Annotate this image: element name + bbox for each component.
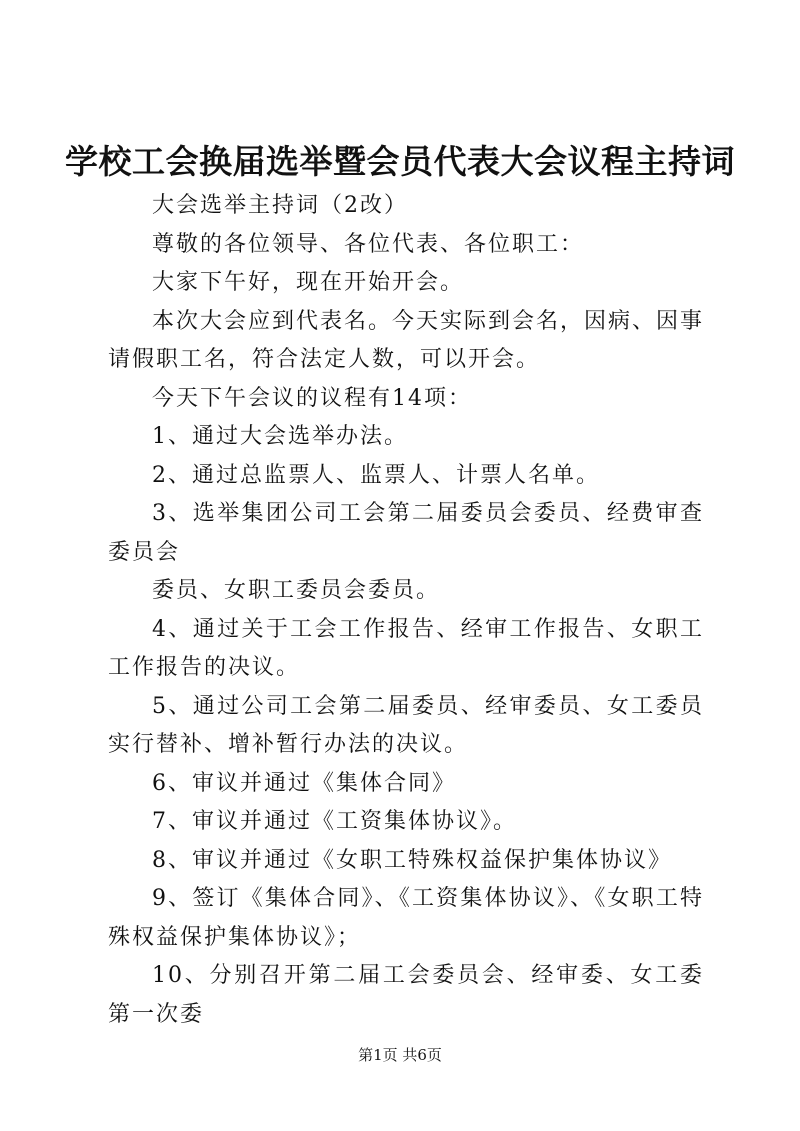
agenda-item-5: 5、通过公司工会第二届委员、经审委员、女工委员实行替补、增补暂行办法的决议。	[108, 693, 704, 757]
agenda-item-8: 8、审议并通过《女职工特殊权益保护集体协议》	[152, 847, 672, 873]
agenda-item-6: 6、审议并通过《集体合同》	[152, 770, 456, 796]
document-body	[108, 187, 704, 1034]
document-title: 学校工会换届选举暨会员代表大会议程主持词	[65, 142, 735, 181]
paragraph-subtitle: 大会选举主持词（2改）	[152, 193, 408, 218]
paragraph-agenda-intro: 今天下午会议的议程有14项：	[152, 385, 472, 411]
agenda-item-7: 7、审议并通过《工资集体协议》。	[152, 809, 517, 834]
paragraph-greeting: 大家下午好，现在开始开会。	[152, 270, 465, 295]
agenda-item-3-continued: 委员、女职工委员会委员。	[152, 578, 441, 603]
agenda-item-10: 10、分别召开第二届工会委员会、经审委、女工委第一次委	[108, 963, 704, 1027]
agenda-item-1: 1、通过大会选举办法。	[152, 424, 408, 449]
agenda-item-4: 4、通过关于工会工作报告、经审工作报告、女职工工作报告的决议。	[108, 616, 704, 680]
agenda-item-3: 3、选举集团公司工会第二届委员会委员、经费审查委员会	[108, 501, 704, 565]
agenda-item-2: 2、通过总监票人、监票人、计票人名单。	[152, 462, 600, 488]
paragraph-salutation: 尊敬的各位领导、各位代表、各位职工：	[152, 231, 585, 257]
page-footer: 第1页 共6页	[358, 1046, 442, 1064]
paragraph-attendance: 本次大会应到代表名。今天实际到会名，因病、因事请假职工名，符合法定人数，可以开会。	[108, 308, 705, 372]
agenda-item-9: 9、签订《集体合同》、《工资集体协议》、《女职工特殊权益保护集体协议》；	[108, 886, 704, 950]
